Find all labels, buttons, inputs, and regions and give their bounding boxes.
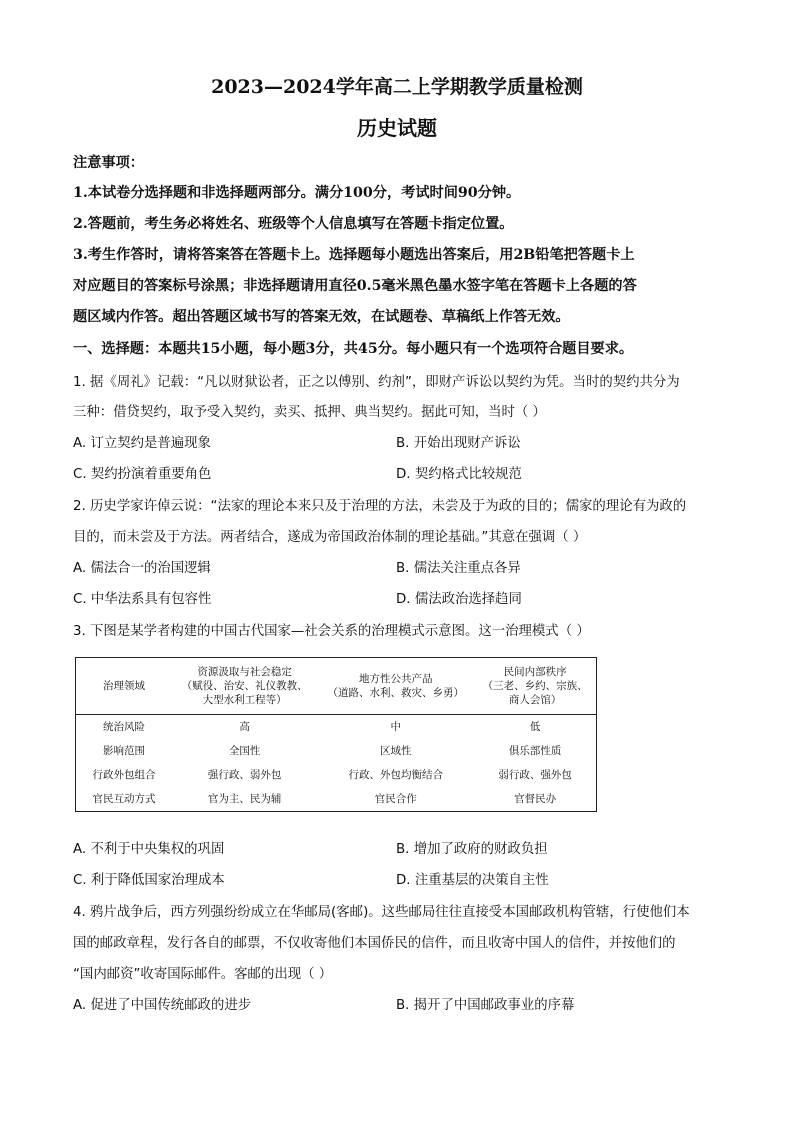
notice-item-1: 1.本试卷分选择题和非选择题两部分。满分100分，考试时间90分钟。: [73, 185, 521, 201]
header-text: 地方性公共产品: [358, 673, 433, 685]
header-text: 大型水利工程等）: [202, 694, 287, 706]
q3-option-a: A. 不利于中央集权的巩固: [73, 842, 225, 857]
table-cell: 强行政、弱外包: [207, 769, 282, 782]
table-header-row: [76, 658, 596, 715]
table-cell: 行政外包组合: [92, 769, 156, 782]
table-row: [76, 739, 596, 763]
q4-stem-line-3: “国内邮资”收寄国际邮件。客邮的出现（ ）: [73, 967, 333, 982]
table-header-cell: 治理领域: [76, 658, 172, 715]
table-cell: 统治风险: [103, 721, 145, 734]
header-text: 商人会馆）: [508, 694, 562, 706]
notice-item-3-line-2: 对应题目的答案标号涂黑；非选择题请用直径0.5毫米黑色墨水签字笔在答题卡上各题的答: [73, 278, 637, 294]
governance-table: [76, 658, 596, 811]
table-cell: 区域性: [379, 745, 412, 758]
table-header-cell: [474, 658, 596, 715]
notice-heading: 注意事项：: [73, 155, 144, 171]
table-cell: 官民互动方式: [92, 793, 156, 806]
q3-option-d: D. 注重基层的决策自主性: [396, 873, 549, 888]
notice-item-3-line-1: 3.考生作答时，请将答案答在答题卡上。选择题每小题选出答案后，用2B铅笔把答题卡上: [73, 247, 635, 263]
q1-stem-line-2: 三种：借贷契约，取予受入契约，卖买、抵押、典当契约。据此可知，当时（ ）: [73, 405, 546, 420]
q1-option-b: B. 开始出现财产诉讼: [396, 436, 521, 451]
q1-option-a: A. 订立契约是普遍现象: [73, 436, 211, 451]
table-cell: 俱乐部性质: [508, 745, 562, 758]
q2-option-b: B. 儒法关注重点各异: [396, 561, 521, 576]
header-text: 资源汲取与社会稳定: [197, 666, 292, 678]
table-cell: 官民合作: [374, 793, 417, 806]
table-header-cell: [172, 658, 317, 715]
q1-stem-line-1: 1. 据《周礼》记载：“凡以财狱讼者，正之以傅别、约剂”，即财产诉讼以契约为凭。当时的契约共分为: [73, 375, 680, 390]
q4-stem-line-1: 4. 鸦片战争后，西方列强纷纷成立在华邮局(客邮)。这些邮局往往直接受本国邮政机构管辖，行使他们本: [73, 905, 690, 920]
header-text: （道路、水利、救灾、乡勇）: [327, 687, 464, 699]
table-row: [76, 715, 596, 740]
exam-subject: 历史试题: [357, 116, 437, 140]
table-cell: 行政、外包均衡结合: [348, 769, 443, 782]
table-cell: 低: [529, 721, 541, 734]
table-header-cell: [317, 658, 474, 715]
header-text: （赋役、治安、礼仪教教、: [181, 680, 308, 692]
q1-option-d: D. 契约格式比较规范: [396, 467, 522, 482]
governance-model-table: [75, 657, 597, 812]
q4-option-a: A. 促进了中国传统邮政的进步: [73, 998, 252, 1013]
q3-option-b: B. 增加了政府的财政负担: [396, 842, 548, 857]
table-row: [76, 787, 596, 811]
exam-title: 2023—2024学年高二上学期教学质量检测: [211, 76, 583, 98]
q3-stem: 3. 下图是某学者构建的中国古代国家—社会关系的治理模式示意图。这一治理模式（ ）: [73, 624, 590, 639]
header-text: （三老、乡约、宗族、: [482, 680, 588, 692]
table-cell: 全国性: [228, 745, 261, 758]
table-cell: 高: [239, 721, 250, 734]
q1-option-c: C. 契约扮演着重要角色: [73, 467, 212, 482]
q2-stem-line-2: 目的，而未尝及于方法。两者结合，遂成为帝国政治体制的理论基础。”其意在强调（ ）: [73, 530, 587, 545]
q2-stem-line-1: 2. 历史学家许倬云说：“法家的理论本来只及于治理的方法，未尝及于为政的目的；儒家的理论有为政的: [73, 499, 687, 514]
section-1-heading: 一、选择题：本题共15小题，每小题3分，共45分。每小题只有一个选项符合题目要求。: [73, 341, 634, 357]
header-text: 民间内部秩序: [503, 666, 567, 678]
table-cell: 弱行政、强外包: [498, 769, 572, 782]
table-cell: 官为主、民为辅: [207, 793, 282, 806]
q4-stem-line-2: 国的邮政章程，发行各自的邮票，不仅收寄他们本国侨民的信件，而且收寄中国人的信件，并按他们的: [73, 936, 676, 951]
q3-option-c: C. 利于降低国家治理成本: [73, 873, 225, 888]
notice-item-2: 2.答题前，考生务必将姓名、班级等个人信息填写在答题卡指定位置。: [73, 216, 514, 232]
q2-option-a: A. 儒法合一的治国逻辑: [73, 561, 211, 576]
q2-option-d: D. 儒法政治选择趋同: [396, 592, 522, 607]
table-cell: 中: [390, 721, 401, 734]
table-row: [76, 763, 596, 787]
notice-item-3-line-3: 题区域内作答。超出答题区域书写的答案无效，在试题卷、草稿纸上作答无效。: [73, 309, 570, 325]
table-cell: 影响范围: [103, 745, 145, 758]
q2-option-c: C. 中华法系具有包容性: [73, 592, 212, 607]
table-cell: 官督民办: [514, 793, 557, 806]
q4-option-b: B. 揭开了中国邮政事业的序幕: [396, 998, 575, 1013]
